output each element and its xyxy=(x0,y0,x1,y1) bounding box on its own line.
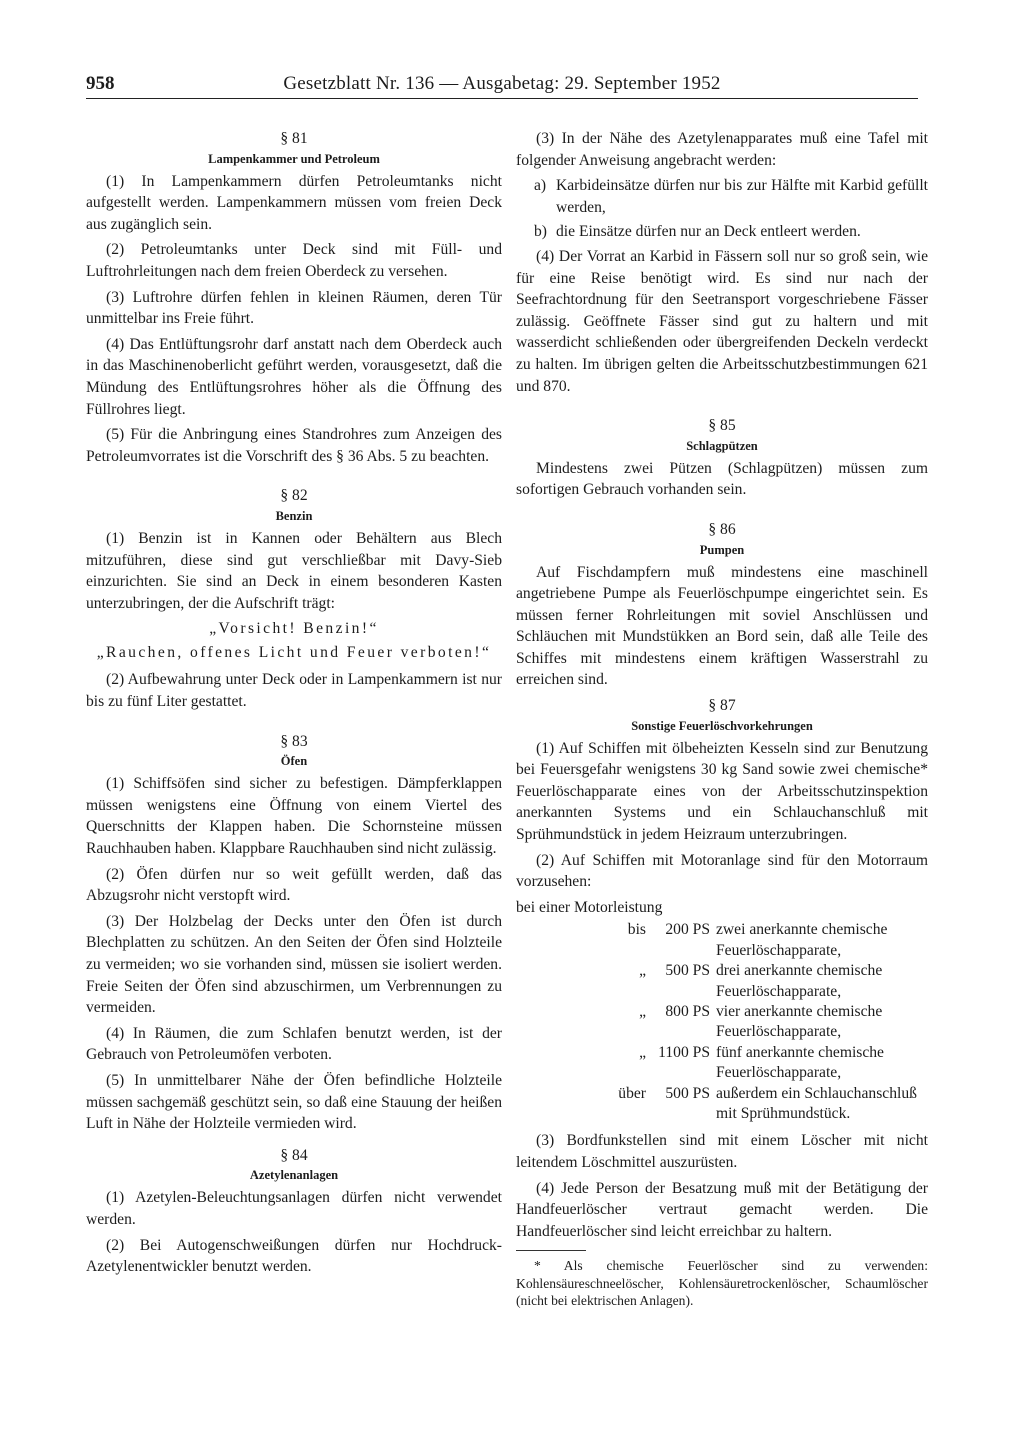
table-row xyxy=(516,961,926,1002)
page-number: 958 xyxy=(86,73,115,94)
paragraph: (4) Der Vorrat an Karbid in Fässern soll nur so groß sein, wie für eine Reise benötigt wird. Es sind nur nach der Seefrachtordnung für den Seetransport vorgeschriebene Fässer zulässig. Geöffnete Fässer sind gut zu haltern und mit wasserdicht schließenden oder übergreifenden Deckeln verdeckt zu halten. Im übrigen gelten die Arbeitsschutzbestimmungen 621 und 870. xyxy=(516,247,928,395)
paragraph: (5) In unmittelbarer Nähe der Öfen befindliche Holzteile müssen sachgemäß geschützt sein, so daß eine Stauung der heißen Luft in Nähe der Holzteile vermieden wird. xyxy=(86,1071,502,1133)
section-title: Schlagpützen xyxy=(686,438,758,453)
section-number: § 83 xyxy=(280,732,308,750)
table-cell: 800 PS xyxy=(665,1003,710,1021)
table-cell: „ xyxy=(639,1003,646,1021)
footnote-rule xyxy=(516,1250,586,1251)
section-84 xyxy=(86,1145,502,1278)
left-column xyxy=(86,128,502,1282)
list-text: Karbideinsätze dürfen nur bis zur Hälfte mit Karbid gefüllt werden, xyxy=(556,177,928,216)
section-87 xyxy=(516,695,928,1242)
section-title: Benzin xyxy=(275,508,313,523)
power-table-lead: bei einer Motorleistung xyxy=(516,898,663,916)
paragraph: (4) Das Entlüftungsrohr darf anstatt nach dem Oberdeck auch in das Maschinenoberlicht geführt werden, vorausgesetzt, daß die Mündung des Entlüftungsrohres höher als die Öffnung des Füllrohres liegt. xyxy=(86,335,502,418)
list-label: a) xyxy=(534,177,547,195)
list-label: b) xyxy=(534,223,547,241)
section-number: § 85 xyxy=(708,417,736,435)
table-cell: bis xyxy=(627,921,646,939)
section-number: § 81 xyxy=(280,130,308,147)
paragraph: (3) Bordfunkstellen sind mit einem Löscher mit nicht leitendem Löschmittel auszurüsten. xyxy=(516,1132,928,1172)
section-85 xyxy=(516,415,928,501)
section-title: Pumpen xyxy=(699,542,745,557)
right-column xyxy=(516,128,928,1310)
paragraph: (1) Schiffsöfen sind sicher zu befestigen. Dämpferklappen müssen wenigstens eine Öffnung von einem Viertel des Querschnitts der Klappen haben. Die Schornsteine müssen Rauchhauben haben. Klappbare Rauchhauben sind nicht zulässig. xyxy=(86,775,502,858)
paragraph: (1) Azetylen-Beleuchtungsanlagen dürfen nicht verwendet werden. xyxy=(86,1189,502,1228)
paragraph: Mindestens zwei Pützen (Schlagpützen) müssen zum sofortigen Gebrauch vorhanden sein. xyxy=(516,459,928,499)
section-number: § 87 xyxy=(708,697,736,715)
table-cell: „ xyxy=(639,1043,646,1061)
table-row xyxy=(516,1084,926,1125)
table-row xyxy=(516,920,926,961)
table-row xyxy=(516,1043,926,1084)
list-item xyxy=(516,221,928,243)
section-number: § 82 xyxy=(280,487,308,505)
gazette-title: Gesetzblatt Nr. 136 — Ausgabetag: 29. September 1952 xyxy=(283,73,721,94)
section-title: Sonstige Feuerlöschvorkehrungen xyxy=(631,718,813,733)
paragraph: (1) Benzin ist in Kannen oder Behältern aus Blech mitzuführen, diese sind gut verschließbar mit Davy-Sieb einzurichten. Sie sind an Deck in einem besonderen Kasten unterzubringen, der die Aufschrift trägt: xyxy=(86,529,502,612)
table-cell: 500 PS xyxy=(665,962,710,980)
list-item xyxy=(516,175,928,218)
section-title: Azetylenanlagen xyxy=(249,1168,339,1183)
paragraph: (5) Für die Anbringung eines Standrohres zum Anzeigen des Petroleumvorrates ist die Vorschrift des § 36 Abs. 5 zu beachten. xyxy=(86,426,502,465)
table-cell: über xyxy=(618,1084,646,1102)
table-cell: 200 PS xyxy=(665,921,710,939)
table-cell: außerdem ein Schlauchanschluß mit Sprühmundstück. xyxy=(716,1084,917,1123)
table-cell: zwei anerkannte chemische Feuerlöschapparate, xyxy=(716,921,888,959)
paragraph: Auf Fischdampfern muß mindestens eine maschinell angetriebene Pumpe als Feuerlöschpumpe eingerichtet sein. Es müssen ferner Rohrleitungen mit soviel Anschlüssen und Schläuchen mit Mundstükken an Bord sein, daß alle Teile des Schiffes mit mindestens einem kräftigen Wasserstrahl zu erreichen sind. xyxy=(516,563,928,689)
paragraph: (1) Auf Schiffen mit ölbeheizten Kesseln sind zur Benutzung bei Feuersgefahr wenigstens 30 kg Sand sowie zwei chemische* Feuerlöschapparate eines von der Arbeitsschutzinspektion anerkannten Systems und ein Schlauchanschluß mit Sprühmundstück in jedem Heizraum unterzubringen. xyxy=(516,739,928,844)
section-title: Öfen xyxy=(280,754,308,769)
section-81 xyxy=(86,128,502,467)
paragraph: (4) Jede Person der Besatzung muß mit der Betätigung der Handfeuerlöscher vertraut gemacht werden. Die Handfeuerlöscher sind leicht erreichbar zu haltern. xyxy=(516,1179,928,1240)
paragraph: (2) Öfen dürfen nur so weit gefüllt werden, daß das Abzugsrohr nicht verstopft wird. xyxy=(86,865,502,905)
table-cell: „ xyxy=(639,962,646,980)
section-title: Lampenkammer und Petroleum xyxy=(208,151,380,166)
table-cell: 1100 PS xyxy=(658,1043,710,1061)
paragraph: (3) In der Nähe des Azetylenapparates muß eine Tafel mit folgender Anweisung angebracht werden: xyxy=(516,130,928,169)
table-cell: drei anerkannte chemische Feuerlöschapparate, xyxy=(716,962,883,1000)
section-83 xyxy=(86,731,502,1135)
table-cell: vier anerkannte chemische Feuerlöschapparate, xyxy=(716,1003,883,1041)
section-84-continued xyxy=(516,128,928,397)
paragraph: (4) In Räumen, die zum Schlafen benutzt werden, ist der Gebrauch von Petroleumöfen verboten. xyxy=(86,1024,502,1064)
list-text: die Einsätze dürfen nur an Deck entleert werden. xyxy=(556,223,861,241)
warning-inscription: „Vorsicht! Benzin!“ xyxy=(209,620,379,638)
motor-power-table xyxy=(516,920,926,1124)
footnote xyxy=(516,1257,928,1310)
paragraph: (3) Der Holzbelag der Decks unter den Öfen ist durch Blechplatten zu schützen. An den Seiten der Öfen sind Holzteile zu vermeiden; wo sie vorhanden sind, müssen sie isoliert werden. Freie Seiten der Öfen sind abzuschirmen, um Verbrennungen zu vermeiden. xyxy=(86,912,502,1017)
section-82 xyxy=(86,485,502,712)
paragraph: (2) Bei Autogenschweißungen dürfen nur Hochdruck-Azetylenentwickler benutzt werden. xyxy=(86,1236,502,1276)
table-cell: 500 PS xyxy=(665,1084,710,1102)
paragraph: (2) Aufbewahrung unter Deck oder in Lampenkammern ist nur bis zu fünf Liter gestattet. xyxy=(86,671,502,711)
page-header xyxy=(86,72,918,99)
warning-inscription: „Rauchen, offenes Licht und Feuer verboten!“ xyxy=(96,643,492,661)
paragraph: (2) Petroleumtanks unter Deck sind mit Füll- und Luftrohrleitungen nach dem freien Oberdeck zu versehen. xyxy=(86,241,502,280)
paragraph: (2) Auf Schiffen mit Motoranlage sind für den Motorraum vorzusehen: xyxy=(516,851,928,891)
section-number: § 84 xyxy=(280,1146,308,1164)
section-86 xyxy=(516,519,928,691)
paragraph: (3) Luftrohre dürfen fehlen in kleinen Räumen, deren Tür unmittelbar ins Freie führt. xyxy=(86,288,502,328)
footnote-text: * Als chemische Feuerlöscher sind zu verwenden: Kohlensäureschneelöscher, Kohlensäuretrockenlöscher, Schaumlöscher (nicht bei elektrischen Anlagen). xyxy=(516,1258,928,1309)
paragraph: (1) In Lampenkammern dürfen Petroleumtanks nicht aufgestellt werden. Lampenkammern müssen vom freien Deck aus zugänglich sein. xyxy=(86,172,502,233)
table-cell: fünf anerkannte chemische Feuerlöschapparate, xyxy=(716,1043,884,1082)
table-row xyxy=(516,1002,926,1043)
section-number: § 86 xyxy=(708,520,736,538)
